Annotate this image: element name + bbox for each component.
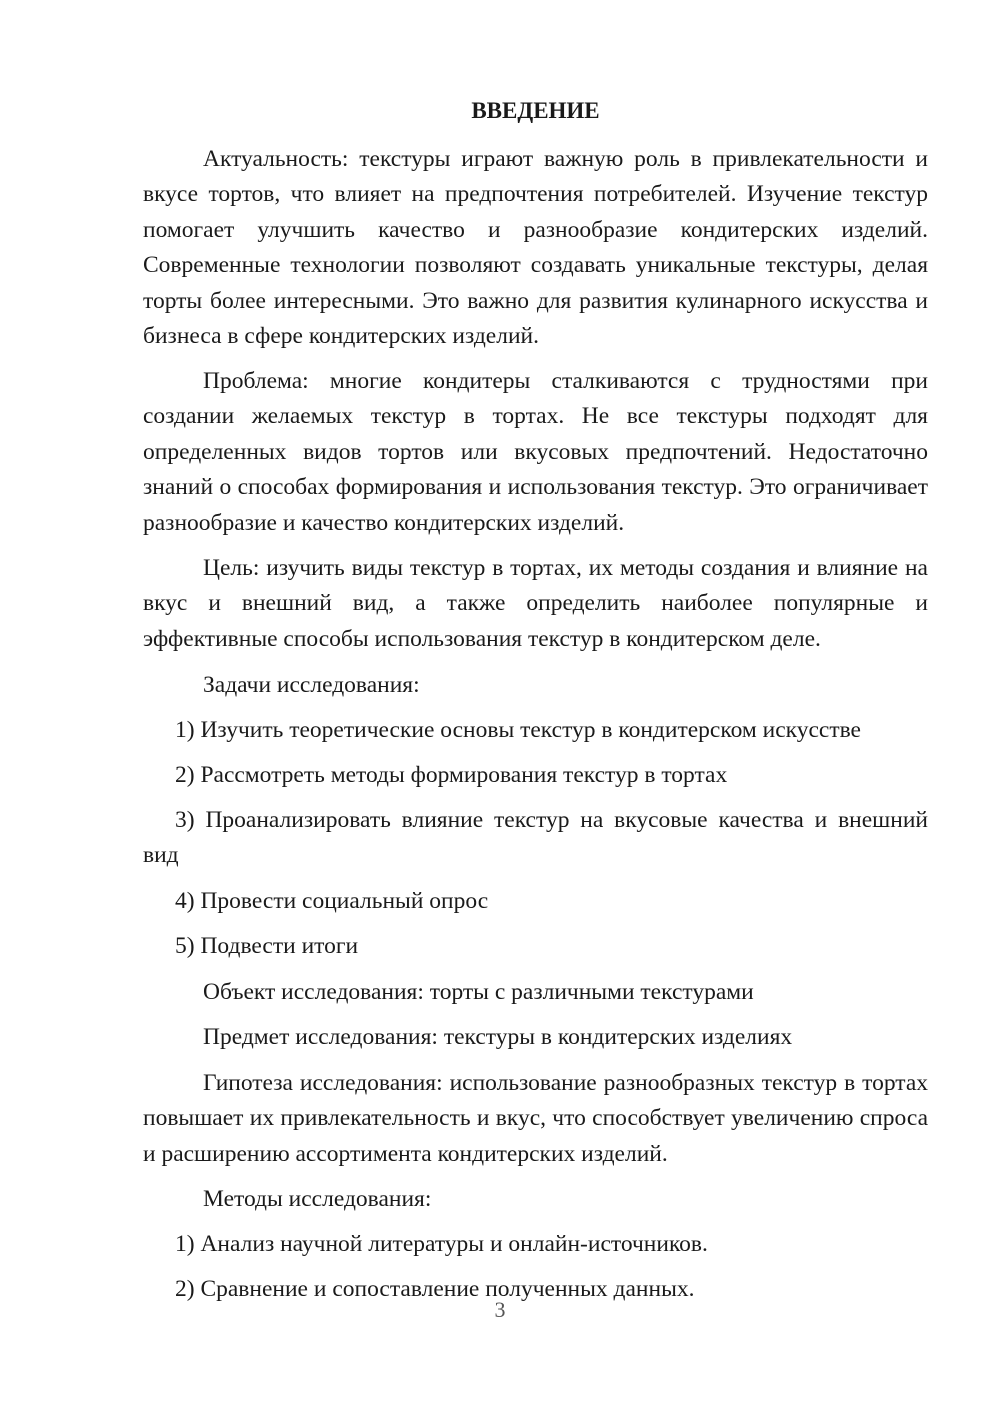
task-item-3: 3) Проанализировать влияние текстур на вкусовые качества и внешний вид — [143, 807, 928, 869]
task-item-1: 1) Изучить теоретические основы текстур в кондитерском искусстве — [175, 717, 861, 743]
task-item-5: 5) Подвести итоги — [175, 933, 359, 959]
task-item-4: 4) Провести социальный опрос — [175, 888, 489, 914]
research-object: Объект исследования: торты с различными текстурами — [203, 979, 754, 1005]
method-item-2: 2) Сравнение и сопоставление полученных данных. — [175, 1276, 695, 1302]
research-subject: Предмет исследования: текстуры в кондитерских изделиях — [203, 1024, 793, 1050]
page-number: 3 — [494, 1297, 506, 1322]
goal-paragraph: Цель: изучить виды текстур в тортах, их методы создания и влияние на вкус и внешний вид, а также определить наиболее популярные и эффективные способы использования текстур в кондитерском деле. — [143, 555, 928, 652]
hypothesis-paragraph: Гипотеза исследования: использование разнообразных текстур в тортах повышает их привлекательность и вкус, что способствует увеличению спроса и расширению ассортимента кондитерских изделий. — [143, 1070, 928, 1167]
methods-heading: Методы исследования: — [203, 1186, 432, 1212]
tasks-heading: Задачи исследования: — [203, 672, 420, 698]
problem-paragraph: Проблема: многие кондитеры сталкиваются с трудностями при создании желаемых текстур в тортах. Не все текстуры подходят для определенных видов тортов или вкусовых предпочтений. Недостаточно знаний о способах формирования и использования текстур. Это ограничивает разнообразие и качество кондитерских изделий. — [143, 368, 928, 536]
relevance-paragraph: Актуальность: текстуры играют важную роль в привлекательности и вкусе тортов, что влияет на предпочтения потребителей. Изучение текстур помогает улучшить качество и разнообразие кондитерских изделий. Современные технологии позволяют создавать уникальные текстуры, делая торты более интересными. Это важно для развития кулинарного искусства и бизнеса в сфере кондитерских изделий. — [143, 146, 928, 350]
task-item-2: 2) Рассмотреть методы формирования текстур в тортах — [175, 762, 728, 788]
page-title: ВВЕДЕНИЕ — [471, 98, 600, 123]
method-item-1: 1) Анализ научной литературы и онлайн-источников. — [175, 1231, 708, 1257]
